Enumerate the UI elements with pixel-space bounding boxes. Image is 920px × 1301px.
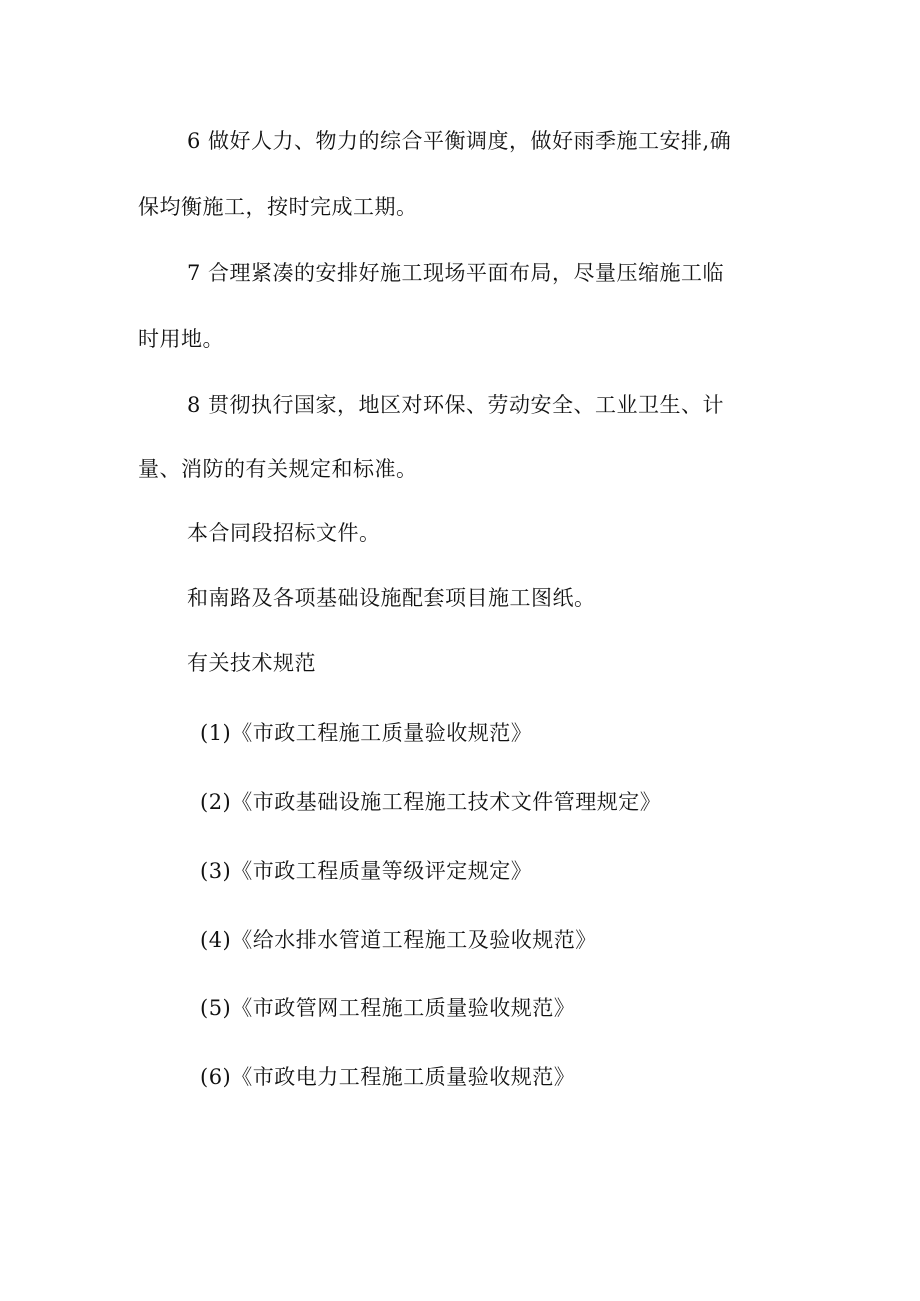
spec-item-4: (4)《给水排水管道工程施工及验收规范》 (200, 928, 597, 952)
item-7-line-2: 时用地。 (138, 327, 224, 351)
item-8-line-1: 8 贯彻执行国家，地区对环保、劳动安全、工业卫生、计 (187, 393, 725, 417)
basis-tech-specs-heading: 有关技术规范 (187, 651, 316, 675)
item-8-line-2: 量、消防的有关规定和标准。 (138, 457, 418, 481)
item-6-line-1: 6 做好人力、物力的综合平衡调度，做好雨季施工安排,确 (187, 129, 732, 153)
spec-item-2: (2)《市政基础设施工程施工技术文件管理规定》 (200, 790, 662, 814)
spec-item-1: (1)《市政工程施工质量验收规范》 (200, 721, 533, 745)
spec-item-5: (5)《市政管网工程施工质量验收规范》 (200, 996, 576, 1020)
spec-item-6: (6)《市政电力工程施工质量验收规范》 (200, 1065, 576, 1089)
basis-drawings: 和南路及各项基础设施配套项目施工图纸。 (187, 586, 596, 610)
spec-item-3: (3)《市政工程质量等级评定规定》 (200, 859, 533, 883)
item-7-line-1: 7 合理紧凑的安排好施工现场平面布局，尽量压缩施工临 (187, 261, 725, 285)
item-6-line-2: 保均衡施工，按时完成工期。 (138, 195, 418, 219)
basis-tender-docs: 本合同段招标文件。 (187, 521, 381, 545)
